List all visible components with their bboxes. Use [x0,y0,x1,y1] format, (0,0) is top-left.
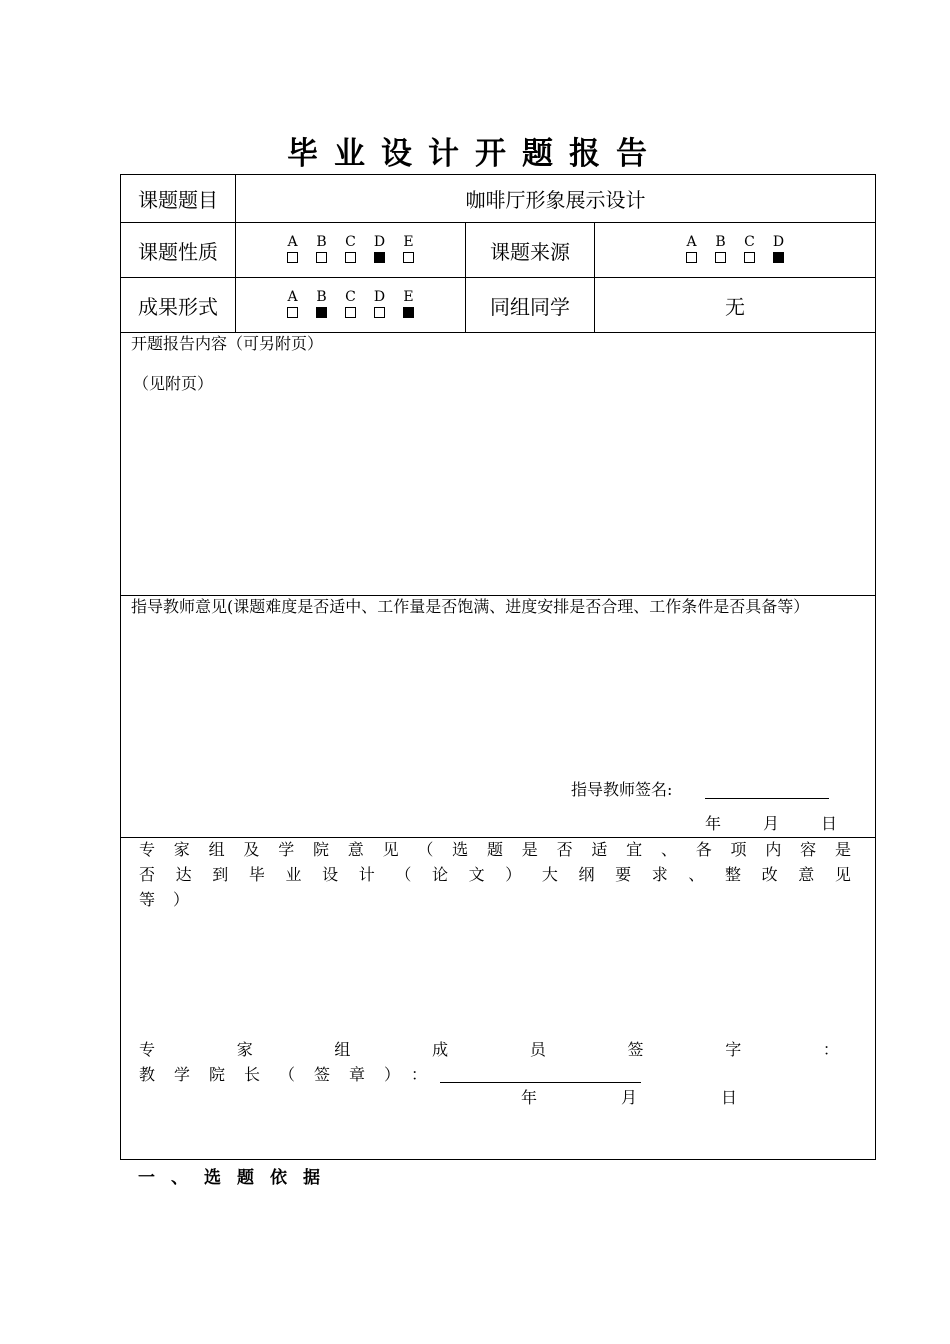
glyph: 内 [765,840,782,859]
nature-option-letter: C [345,234,356,250]
glyph: 专 [139,840,156,859]
checkbox[interactable] [686,252,697,263]
source-option-letter: A [686,234,697,250]
result-option-e[interactable] [394,290,423,318]
topic-value[interactable]: 咖啡厅形象展示设计 [465,188,646,212]
report-body: （见附页） [133,374,214,393]
result-option-letter: B [316,289,327,305]
expert-heading-line2 [139,866,851,884]
result-option-letter: E [403,289,414,305]
page-title: 毕业设计开题报告 [287,136,663,172]
glyph: 意 [347,840,364,859]
expert-date-year: 年 [521,1088,538,1107]
glyph: 各 [695,840,712,859]
advisor-date-month: 月 [763,814,780,833]
glyph: 题 [486,840,503,859]
glyph: 论 [432,865,449,884]
checkbox[interactable] [374,307,385,318]
glyph: 员 [529,1040,546,1059]
nature-label: 课题性质 [138,239,218,264]
glyph: 专 [139,1040,156,1059]
checked-checkbox[interactable] [316,307,327,318]
glyph: 求 [651,865,668,884]
nature-option-letter: E [403,234,414,250]
glyph: 、 [688,865,705,884]
advisor-heading: 指导教师意见(课题难度是否适中、工作量是否饱满、进度安排是否合理、工作条件是否具备等） [131,597,810,616]
glyph: 到 [212,865,229,884]
row-divider [121,332,875,333]
glyph: 是 [521,840,538,859]
source-option-b[interactable] [706,235,735,263]
glyph: 文 [468,865,485,884]
glyph: 改 [761,865,778,884]
checkbox[interactable] [287,307,298,318]
nature-option-letter: A [287,234,298,250]
glyph: 签 [627,1040,644,1059]
glyph: （ [417,840,434,859]
topic-label: 课题题目 [138,188,218,212]
report-heading: 开题报告内容（可另附页） [131,334,324,353]
nature-options [278,235,423,263]
glyph: 及 [243,840,260,859]
row-divider [121,595,875,596]
glyph: ： [822,1040,839,1059]
glyph: （ [395,865,412,884]
result-option-letter: C [345,289,356,305]
checked-checkbox[interactable] [403,307,414,318]
source-option-letter: D [772,234,785,250]
result-option-d[interactable] [365,290,394,318]
glyph: 大 [541,865,558,884]
glyph: 选 [452,840,469,859]
glyph: 否 [556,840,573,859]
glyph: 毕 [248,865,265,884]
expert-heading-line3: 等） [139,890,208,909]
glyph: 是 [834,840,851,859]
glyph: 设 [322,865,339,884]
group-value[interactable]: 无 [725,294,745,319]
glyph: 项 [730,840,747,859]
glyph: 达 [175,865,192,884]
source-label: 课题来源 [490,239,570,264]
source-option-c[interactable] [735,235,764,263]
glyph: 否 [139,865,156,884]
checkbox[interactable] [715,252,726,263]
proposal-form [120,174,876,1160]
result-option-b[interactable] [307,290,336,318]
expert-date-day: 日 [721,1088,738,1107]
nature-option-d[interactable] [365,235,394,263]
result-option-letter: D [373,289,386,305]
dean-sign-label: 教学院长（签章）： [139,1065,447,1084]
glyph: 字 [725,1040,742,1059]
glyph: 组 [334,1040,351,1059]
checked-checkbox[interactable] [374,252,385,263]
nature-option-letter: B [316,234,327,250]
glyph: 意 [798,865,815,884]
result-option-c[interactable] [336,290,365,318]
glyph: 适 [591,840,608,859]
glyph: 组 [208,840,225,859]
row-divider [121,837,875,838]
source-option-a[interactable] [677,235,706,263]
group-label: 同组同学 [490,294,570,319]
checkbox[interactable] [287,252,298,263]
glyph: 见 [834,865,851,884]
expert-heading-line1 [139,841,851,859]
glyph: 见 [382,840,399,859]
result-options [278,290,423,318]
expert-date-month: 月 [621,1088,638,1107]
glyph: 纲 [578,865,595,884]
checkbox[interactable] [345,252,356,263]
glyph: 计 [358,865,375,884]
checkbox[interactable] [403,252,414,263]
section-heading [138,1163,336,1188]
dean-sign-line[interactable] [440,1082,641,1083]
glyph: 成 [432,1040,449,1059]
source-options [677,235,793,263]
checkbox[interactable] [744,252,755,263]
advisor-date-day: 日 [821,814,838,833]
glyph: 院 [312,840,329,859]
advisor-sign-label: 指导教师签名: [571,780,673,799]
nature-option-b[interactable] [307,235,336,263]
source-option-letter: B [715,234,726,250]
checked-checkbox[interactable] [773,252,784,263]
source-option-d[interactable] [764,235,793,263]
glyph: 要 [615,865,632,884]
checkbox[interactable] [316,252,327,263]
glyph: 、 [660,840,677,859]
advisor-sign-line[interactable] [705,798,829,799]
nature-option-e[interactable] [394,235,423,263]
result-label: 成果形式 [138,294,218,319]
section-heading-text: 一、选题依据 [138,1168,336,1188]
glyph: 整 [725,865,742,884]
glyph: 家 [236,1040,253,1059]
glyph: 家 [173,840,190,859]
source-option-letter: C [744,234,755,250]
expert-sign-label [139,1041,839,1059]
glyph: 容 [800,840,817,859]
advisor-date-year: 年 [705,814,722,833]
checkbox[interactable] [345,307,356,318]
glyph: ） [505,865,522,884]
result-option-a[interactable] [278,290,307,318]
nature-option-c[interactable] [336,235,365,263]
glyph: 业 [285,865,302,884]
glyph: 学 [278,840,295,859]
nature-option-letter: D [373,234,386,250]
nature-option-a[interactable] [278,235,307,263]
glyph: 宜 [626,840,643,859]
result-option-letter: A [287,289,298,305]
